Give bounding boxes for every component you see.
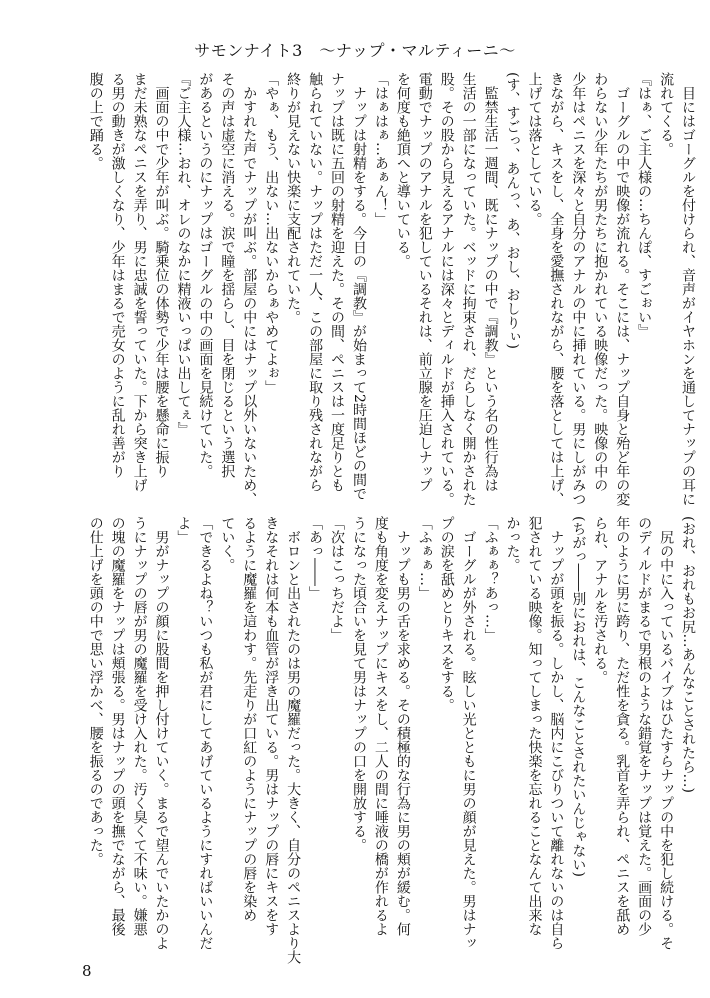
text-column: ていく。 xyxy=(219,516,236,572)
text-column: 『はぁ、ご主人様の…ちんぽ、すごぉい』 xyxy=(636,72,653,338)
text-column: 触られていない。ナップはただ一人、この部屋に取り残されながら xyxy=(307,72,324,492)
text-column: 目にはゴーグルを付けられ、音声がイヤホンを通してナップの耳に xyxy=(680,72,696,506)
text-column: 電動でナップのアナルを犯しているそれは、前立腺を圧迫しナップ xyxy=(416,72,433,492)
text-column: 「次はこっちだよ」 xyxy=(329,516,345,642)
text-column: 「やぁ、もう、出ない…出ないからぁやめてよぉ」 xyxy=(263,72,280,394)
text-column: かすれた声でナップが叫ぶ。部屋の中にはナップ以外いないため、 xyxy=(241,72,258,506)
text-column: ボロンと出されたのは男の魔羅だった。大きく、自分のペニスより大 xyxy=(285,516,302,964)
text-column: まだ未熟なペニスを弄り、男に忠誠を誓っていた。下から突き上げ xyxy=(131,72,148,492)
text-column: 上げては落としている。 xyxy=(526,72,543,226)
text-column: 腹の上で踊る。 xyxy=(87,72,104,170)
text-column: ナップが頭を振る。しかし、脳内にこびりついて離れないのは自ら xyxy=(548,516,565,950)
text-column: 尻の中に入っているバイブはひたすらナップの中を犯し続ける。そ xyxy=(658,516,675,950)
page-number: 8 xyxy=(82,962,92,980)
text-column: るように魔羅を這わす。先走りが口紅のようにナップの唇を染め xyxy=(241,516,258,922)
text-column: その声は虚空に消える。涙で瞳を揺らし、目を閉じるという選択 xyxy=(219,72,236,478)
text-column: 『ご主人様…おれ、オレのなかに精液いっぱい出してぇ』 xyxy=(175,72,192,436)
text-column: の塊の魔羅をナップは頬張る。男はナップの頭を撫でながら、最後 xyxy=(109,516,126,936)
text-column: 「あっ――」 xyxy=(307,516,324,600)
text-column: 生活の一部になっていた。ベッドに拘束され、だらしなく開かされた xyxy=(460,72,477,506)
text-column: ゴーグルが外される。眩しい光とともに男の顔が見えた。男はナッ xyxy=(460,516,477,950)
text-column: わらない少年たちが男たちに抱かれている映像だった。映像の中の xyxy=(592,72,609,492)
running-header-title: サモンナイト3 〜ナップ・マルティーニ〜 xyxy=(194,41,516,60)
text-block-upper xyxy=(84,72,698,510)
text-column: (す、すごっ、あんっ、あ、おし、おしりぃ) xyxy=(504,72,521,349)
text-column: プの涙を舐めとりキスをする。 xyxy=(438,516,455,712)
text-column: 「ふぁぁ…」 xyxy=(416,516,433,600)
text-column: 監禁生活一週間、既にナップの中で『調教』という名の性行為は xyxy=(482,72,499,492)
text-column: 男がナップの顔に股間を押し付けていく。まるで望んでいたかのよ xyxy=(153,516,170,950)
text-column: ナップは既に五回の射精を迎えた。その間、ペニスは一度足りとも xyxy=(329,72,345,492)
text-column: 少年はペニスを深々と自分のアナルの中に挿れている。男にしがみつ xyxy=(570,72,587,506)
text-column: のディルドがまるで男根のような錯覚をナップは覚えた。画面の少 xyxy=(636,516,653,936)
text-column: かった。 xyxy=(504,516,521,572)
text-column: うにナップの唇が男の魔羅を受け入れた。汚く臭くて不味い。嫌悪 xyxy=(131,516,148,936)
text-column: (おれ、おれもお尻…あんなことされたら…) xyxy=(680,516,696,793)
text-column: よ」 xyxy=(175,516,192,544)
text-column: られ、アナルを汚される。 xyxy=(592,516,609,684)
text-block-lower xyxy=(84,516,698,964)
text-column: きなそれは何本も血管が浮き出ている。男はナップの唇にキスをす xyxy=(263,516,280,936)
text-column: る男の動きが激しくなり、少年はまるで売女のように乱れ善がり xyxy=(109,72,126,478)
text-column: 「ふぁぁ？あっ…」 xyxy=(482,516,499,642)
text-column: 流れてくる。 xyxy=(658,72,675,156)
text-column: (ちがっ――別におれは、こんなことされたいんじゃない) xyxy=(570,516,587,877)
text-column: の仕上げを頭の中で思い浮かべ、腰を振るのであった。 xyxy=(87,516,104,866)
text-column: 度も角度を変えナップにキスをし、二人の間に唾液の橋が作れるよ xyxy=(372,516,389,936)
text-column: 「できるよね？いつも私が君にしてあげているようにすればいいんだ xyxy=(197,516,214,950)
text-column: 犯されている映像。知ってしまった快楽を忘れることなんて出来な xyxy=(526,516,543,936)
text-column: があるというのにナップはゴーグルの中の画面を見続けていた。 xyxy=(197,72,214,478)
text-column: を何度も絶頂へと導いている。 xyxy=(394,72,411,268)
text-column: ナップも男の舌を求める。その積極的な行為に男の頬が緩む。何 xyxy=(394,516,411,936)
text-column: ナップは射精をする。今日の『調教』が始まって2時間ほどの間で xyxy=(350,72,367,501)
text-column: うになった頃合いを見て男はナップの口を開放する。 xyxy=(350,516,367,852)
text-column: 年のように男に跨り、ただ性を貪る。乳首を弄られ、ペニスを舐め xyxy=(614,516,631,936)
text-column: きながら、キスをし、全身を愛撫されながら、腰を落としては上げ、 xyxy=(548,72,565,506)
text-column: ゴーグルの中で映像が流れる。そこには、ナップ自身と殆ど年の変 xyxy=(614,72,631,506)
text-column: 「はぁはぁ…あぁん！」 xyxy=(372,72,389,226)
text-column: 終りが見えない快楽に支配されていた。 xyxy=(285,72,302,324)
text-column: 股。その股から見えるアナルには深々とディルドが挿入されている。 xyxy=(438,72,455,506)
text-column: 画面の中で少年が叫ぶ。騎乗位の体勢で少年は腰を懸命に振り xyxy=(153,72,170,478)
